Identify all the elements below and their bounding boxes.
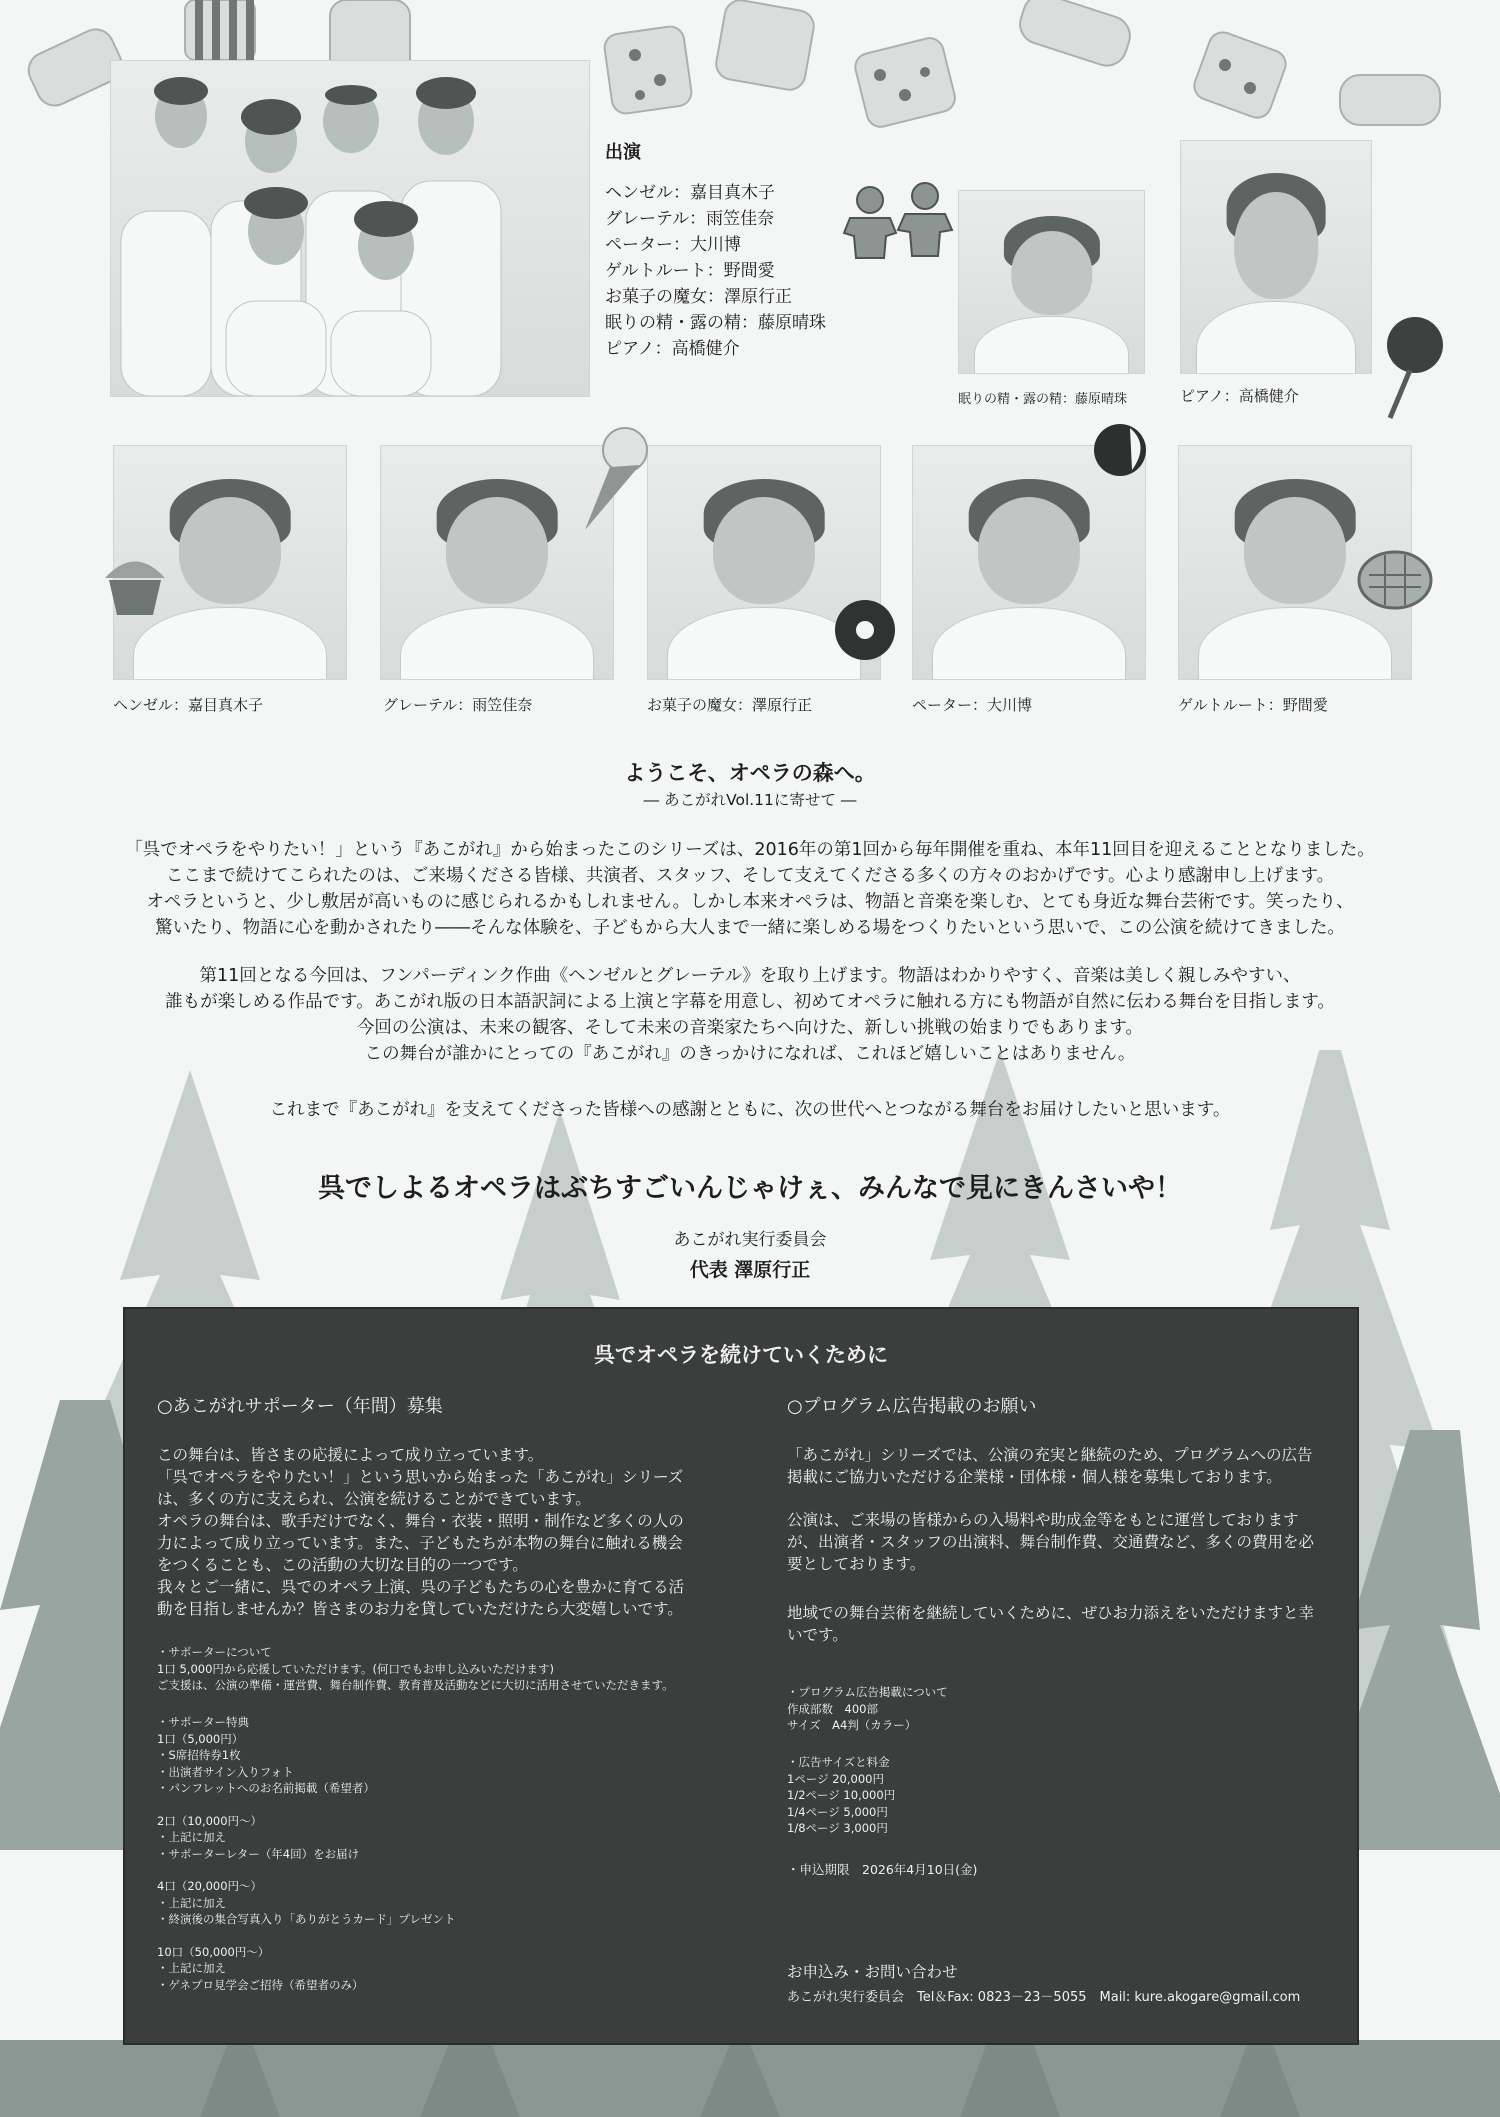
cast-line: 眠りの精・露の精：藤原晴珠: [605, 313, 826, 333]
message-line: ここまで続けてこられたのは、ご来場くださる皆様、共演者、スタッフ、そして支えてくださる多くの方々のおかげです。心より感謝申し上げます。: [165, 866, 1335, 886]
cast-line: ゲルトルート：野間愛: [605, 261, 775, 281]
price-line: 1/8ページ 3,000円: [787, 1821, 888, 1835]
portrait-caption: 眠りの精・露の精：藤原晴珠: [958, 392, 1128, 407]
shoulders: [932, 607, 1127, 680]
face: [446, 497, 548, 604]
tier-line: ・終演後の集合写真入り「ありがとうカード」プレゼント: [157, 1912, 456, 1926]
group-photo: [110, 60, 590, 397]
message-line: 驚いたり、物語に心を動かされたり――そんな体験を、子どもから大人まで一緒に楽しめる場をつくりたいという思いで、この公演を続けてきました。: [155, 918, 1345, 938]
cupcake-icon: [95, 540, 175, 620]
message-line: これまで『あこがれ』を支えてくださった皆様への感謝とともに、次の世代へとつながる舞台をお届けしたいと思います。: [269, 1100, 1231, 1120]
price-line: 1ページ 20,000円: [787, 1771, 884, 1786]
message-title: ようこそ、オペラの森へ。: [624, 761, 876, 785]
message-line: 第11回となる今回は、フンパーディンク作曲《ヘンゼルとグレーテル》を取り上げます。物語はわかりやすく、音楽は美しく親しみやすい、: [199, 966, 1301, 986]
donut-icon: [830, 595, 900, 665]
cast-line: お菓子の魔女：澤原行正: [605, 287, 792, 307]
body-line: 動を目指しませんか？皆さまのお力を貸していただけたら大変嬉しいです。: [157, 1600, 683, 1618]
body-line: 公演は、ご来場の皆様からの入場料や助成金等をもとに運営しております: [787, 1511, 1299, 1529]
advertising-prices: [787, 1754, 895, 1837]
body-line: 掲載にご協力いただける企業様・団体様・個人様を募集しております。: [787, 1468, 1282, 1486]
face: [179, 497, 281, 604]
advertising-heading: ○プログラム広告掲載のお願い: [787, 1396, 1037, 1417]
shoulders: [400, 607, 595, 680]
body-line: 我々とご一緒に、呉でのオペラ上演、呉の子どもたちの心を豊かに育てる活: [157, 1578, 685, 1596]
cast-heading: 出演: [605, 142, 641, 163]
portrait-caption: ペーター：大川博: [912, 696, 1033, 714]
support-section: [123, 1307, 1359, 2045]
body-line: は、多くの方に支えられ、公演を続けることができています。: [157, 1490, 591, 1508]
message-line: オペラというと、少し敷居が高いものに感じられるかもしれません。しかし本来オペラは、物語と音楽を楽しむ、とても身近な舞台芸術です。笑ったり、: [146, 892, 1354, 912]
body-line: オペラの舞台は、歌手だけでなく、舞台・衣装・照明・制作など多くの人の: [157, 1512, 684, 1530]
tier-line: ・ゲネプロ見学会ご招待（希望者のみ）: [157, 1977, 364, 1992]
shoulders: [1198, 607, 1393, 680]
price-line: ・広告サイズと料金: [787, 1755, 890, 1769]
tier-line: ・パンフレットへのお名前掲載（希望者）: [157, 1781, 375, 1795]
supporter-benefits: [157, 1714, 456, 1993]
portrait-caption: ヘンゼル：嘉目真木子: [113, 696, 264, 714]
cast-line: ピアノ：高橋健介: [605, 339, 740, 359]
tier-line: 4口（20,000円〜）: [157, 1879, 263, 1893]
contact-heading: お申込み・お問い合わせ: [787, 1963, 958, 1981]
body-line: 「あこがれ」シリーズでは、公演の充実と継続のため、プログラムへの広告: [787, 1446, 1313, 1464]
candy-apple-icon: [1370, 310, 1450, 420]
portrait-caption: ピアノ：高橋健介: [1180, 387, 1299, 405]
about-line: ・サポーターについて: [157, 1645, 272, 1659]
body-line: 「呉でオペラをやりたい！」という思いから始まった「あこがれ」シリーズ: [157, 1468, 684, 1486]
cast-list: [605, 180, 826, 362]
tier-line: ・S席招待券1枚: [157, 1748, 241, 1762]
message-paragraph-3: [0, 1097, 1500, 1123]
advertising-paragraph-1: [787, 1444, 1312, 1488]
message-paragraph-2: [0, 963, 1500, 1067]
representative: 代表 澤原行正: [689, 1259, 811, 1281]
organizer-name: あこがれ実行委員会: [673, 1230, 827, 1250]
tier-line: 2口（10,000円〜）: [157, 1813, 263, 1828]
message-paragraph-1: [0, 837, 1500, 941]
message-line: 「呉でオペラをやりたい！」という『あこがれ』から始まったこのシリーズは、2016年の第1回から毎年開催を重ね、本年11回目を迎えることとなりました。: [125, 840, 1375, 860]
price-line: 1/4ページ 5,000円: [787, 1804, 888, 1819]
cast-line: ペーター：大川博: [605, 235, 741, 255]
support-title: 呉でオペラを続けていくために: [594, 1343, 888, 1367]
tier-line: ・上記に加え: [157, 1830, 226, 1844]
tier-line: ・上記に加え: [157, 1961, 226, 1975]
message-subtitle: ― あこがれVol.11に寄せて ―: [643, 791, 857, 809]
slogan: 呉でしよるオペラはぶちすごいんじゃけぇ、みんなで見にきんさいや！: [318, 1173, 1182, 1204]
body-line: 力によって成り立っています。また、子どもたちが本物の舞台に触れる機会: [157, 1534, 683, 1552]
about-line: ご支援は、公演の準備・運営費、舞台制作費、教育普及活動などに大切に活用させていただきます。: [157, 1678, 674, 1692]
face: [713, 497, 815, 604]
info-line: サイズ A4判（カラー）: [787, 1718, 917, 1732]
tier-line: ・出演者サイン入りフォト: [157, 1764, 294, 1779]
shoulders: [974, 316, 1129, 374]
body-line: いです。: [787, 1626, 848, 1644]
tier-line: 10口（50,000円〜）: [157, 1944, 270, 1959]
message-line: この舞台が誰かにとっての『あこがれ』のきっかけになれば、これほど嬉しいことはありません。: [364, 1044, 1136, 1064]
cookie-icon: [1090, 420, 1150, 480]
portrait-photo: [1180, 140, 1372, 374]
supporter-about: [157, 1644, 674, 1694]
about-line: 1口 5,000円から応援していただけます。(何口でもお申し込みいただけます): [157, 1661, 554, 1676]
cast-line: グレーテル：雨笠佳奈: [605, 209, 775, 229]
face: [1244, 497, 1346, 604]
face: [978, 497, 1080, 604]
group-photo-figures: [111, 61, 589, 396]
advertising-info: [787, 1684, 948, 1734]
contact-info: あこがれ実行委員会 Tel＆Fax: 0823－23－5055 Mail: kure.akogare@gmail.com: [787, 1990, 1301, 2005]
supporter-heading: ○あこがれサポーター（年間）募集: [157, 1396, 443, 1417]
body-line: が、出演者・スタッフの出演料、舞台制作費、交通費など、多くの費用を必: [787, 1533, 1315, 1551]
message-line: 今回の公演は、未来の観客、そして未来の音楽家たちへ向けた、新しい挑戦の始まりでもあります。: [356, 1018, 1144, 1038]
advertising-paragraph-3: [787, 1602, 1314, 1646]
face: [1011, 231, 1092, 315]
benefits-heading: ・サポーター特典: [157, 1715, 249, 1729]
tier-line: ・上記に加え: [157, 1895, 226, 1910]
message-line: 誰もが楽しめる作品です。あこがれ版の日本語訳詞による上演と字幕を用意し、初めてオペラに触れる方にも物語が自然に伝わる舞台を目指します。: [165, 992, 1335, 1012]
info-line: ・プログラム広告掲載について: [787, 1685, 948, 1699]
portrait-photo: [912, 445, 1146, 680]
pie-icon: [1355, 545, 1435, 615]
cast-line: ヘンゼル：嘉目真木子: [605, 183, 775, 203]
price-line: 1/2ページ 10,000円: [787, 1788, 896, 1802]
body-line: 地域での舞台芸術を継続していくために、ぜひお力添えをいただけますと幸: [787, 1604, 1315, 1622]
advertising-paragraph-2: [787, 1509, 1314, 1575]
tier-line: 1口（5,000円）: [157, 1731, 244, 1746]
body-line: この舞台は、皆さまの応援によって成り立っています。: [157, 1446, 544, 1464]
face: [1234, 192, 1318, 299]
body-line: 要としております。: [787, 1555, 926, 1573]
tier-line: ・サポーターレター（年4回）をお届け: [157, 1846, 360, 1861]
application-deadline: ・申込期限 2026年4月10日(金): [787, 1862, 978, 1877]
portrait-caption: ゲルトルート：野間愛: [1178, 696, 1328, 714]
body-line: をつくることも、この活動の大切な目的の一つです。: [157, 1556, 528, 1574]
portrait-caption: お菓子の魔女：澤原行正: [647, 696, 813, 714]
portrait-photo: [958, 190, 1145, 374]
info-line: 作成部数 400部: [787, 1701, 878, 1716]
portrait-caption: グレーテル：雨笠佳奈: [383, 696, 533, 714]
gingerbread-cookie-icon: [840, 178, 960, 278]
supporter-body: [157, 1444, 684, 1620]
shoulders: [1196, 301, 1356, 374]
ice-cream-icon: [565, 425, 655, 535]
